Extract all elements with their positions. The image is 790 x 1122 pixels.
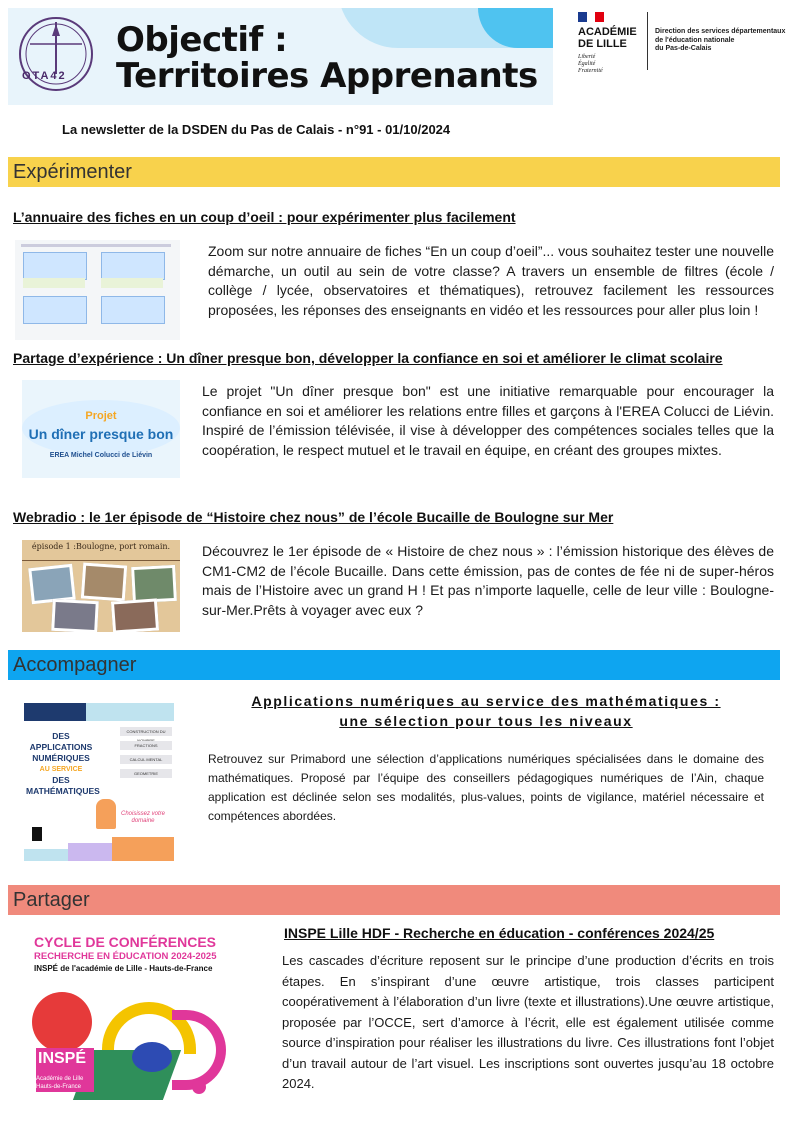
- diner-img-title: Un dîner presque bon: [28, 426, 174, 442]
- motto-liberte: Liberté: [578, 54, 596, 60]
- header-banner: [8, 8, 553, 105]
- section-accompagner: Accompagner: [8, 650, 780, 680]
- direction-line1: Direction des services départementaux: [655, 28, 786, 35]
- academie-line1: ACADÉMIE: [578, 26, 637, 38]
- newsletter-title: La newsletter de la DSDEN du Pas de Calais - n°91 - 01/10/2024: [62, 122, 451, 137]
- article-math-link-line2[interactable]: une sélection pour tous les niveaux: [339, 713, 633, 729]
- academie-line2: DE LILLE: [578, 38, 627, 50]
- math-img-line2: NUMÉRIQUES: [32, 753, 90, 763]
- diner-img-label: Projet: [85, 410, 117, 422]
- math-img-btn-geometrie: GEOMETRIE: [120, 769, 172, 778]
- math-apps-thumbnail[interactable]: [24, 703, 174, 861]
- math-img-line1: DES APPLICATIONS: [29, 731, 93, 752]
- inspe-img-sub1: Académie de Lille: [36, 1076, 84, 1082]
- math-img-btn-fractions: FRACTIONS: [120, 741, 172, 750]
- section-partager: Partager: [8, 885, 780, 915]
- annuaire-thumbnail[interactable]: [15, 240, 180, 340]
- article-math-link-line1[interactable]: Applications numériques au service des mathématiques :: [251, 693, 721, 709]
- webradio-img-caption: épisode 1 :Boulogne, port romain.: [31, 542, 171, 551]
- math-img-btn-calcul: CALCUL MENTAL: [120, 755, 172, 764]
- article-webradio-text: Découvrez le 1er épisode de « Histoire de chez nous » : l’émission historique des élèves de CM1-CM2 de l’école Bucaille. Dans cette émission, pas de contes de fée ni de super-héros mais de l’Histoire avec un grand H ! Et pas n’importe laquelle, celle de leur ville : Boulogne-sur-Mer.Prêts à voyager avec eux ?: [202, 543, 774, 618]
- logo-text: OTA42: [22, 70, 67, 82]
- marianne-flag-icon: [578, 12, 604, 22]
- math-img-line3: AU SERVICE: [39, 766, 83, 773]
- article-annuaire-text: Zoom sur notre annuaire de fiches “En un coup d’oeil”... vous souhaitez tester une nouvelle démarche, un outil au sein de votre classe? A travers un ensemble de filtres (école / collège / lycée, observatoires et thématiques), retrouvez facilement les ressources proposées, les réponses des enseignants en vidéo et les ressources pour aller plus loin !: [208, 243, 774, 318]
- article-webradio-link[interactable]: Webradio : le 1er épisode de “Histoire chez nous” de l’école Bucaille de Boulogne sur Mer: [13, 509, 614, 525]
- webradio-thumbnail[interactable]: [22, 540, 180, 632]
- inspe-img-line2: RECHERCHE EN ÉDUCATION 2024-2025: [34, 951, 217, 962]
- article-annuaire-link[interactable]: L’annuaire des fiches en un coup d’oeil : pour expérimenter plus facilement: [13, 209, 516, 225]
- article-diner-link[interactable]: Partage d’expérience : Un dîner presque bon, développer la confiance en soi et améliorer le climat scolaire: [13, 350, 723, 366]
- math-img-heading: [26, 731, 100, 797]
- ota42-logo: [16, 14, 96, 94]
- motto-fraternite: Fraternité: [578, 68, 603, 74]
- banner-title: [116, 22, 538, 94]
- article-math-title: [208, 691, 764, 731]
- banner-title-line1: Objectif :: [116, 20, 288, 60]
- diner-thumbnail[interactable]: [22, 380, 180, 478]
- direction-label: [655, 28, 790, 54]
- article-diner-text: Le projet "Un dîner presque bon" est une initiative remarquable pour encourager la confiance en soi et améliorer les relations entre filles et garçons à l'EREA Colucci de Liévin. Inspiré de l’émission télévisée, il vise à développer des compétences sociales telles que la coopération, le respect mutuel et le travail en équipe, en créant des groupes mixtes.: [202, 383, 774, 458]
- inspe-img-logo: INSPÉ: [38, 1050, 87, 1067]
- direction-line3: du Pas-de-Calais: [655, 45, 712, 52]
- inspe-img-line3: INSPÉ de l'académie de Lille - Hauts-de-France: [34, 964, 213, 973]
- header-divider: [647, 12, 648, 70]
- math-img-character: [96, 799, 116, 829]
- math-img-btn-nombre: CONSTRUCTION DU: [120, 727, 172, 736]
- inspe-img-line1: CYCLE DE CONFÉRENCES: [34, 934, 217, 950]
- direction-line2: de l'éducation nationale: [655, 36, 735, 44]
- article-inspe-text: Les cascades d’écriture reposent sur le principe d’une production d’écrits en trois étapes. En s’inspirant d’une œuvre artistique, trois classes participent coopérativement à l’élaboration d’un livre (texte et illustrations).Une œuvre artistique, proposée par l’OCCE, sert d’amorce à l’écrit, elle est également utilisée comme source d’inspiration pour réaliser les illustrations du livre. Ces illustrations font l’objet d’un travail autour de l’art visuel. Les inscriptions sont ouvertes jusqu’au 18 octobre 2024.: [282, 953, 774, 1091]
- banner-title-line2: Territoires Apprenants: [116, 56, 538, 96]
- republic-motto: [578, 54, 603, 75]
- inspe-img-sub2: Hauts-de-France: [36, 1084, 82, 1090]
- diner-img-subtitle: EREA Michel Colucci de Liévin: [49, 452, 153, 459]
- math-img-choose: Choisissez votre domaine: [120, 811, 165, 824]
- academie-name: [578, 26, 637, 50]
- section-experimenter: Expérimenter: [8, 157, 780, 187]
- article-math-text: Retrouvez sur Primabord une sélection d’applications numériques spécialisées dans le domaine des mathématiques. Proposé par l’équipe des conseillers pédagogiques numériques de l’Ain, chaque application est déclinée selon ses modalités, plus-values, points de vigilance, matériel nécessaire et compétences abordées.: [208, 752, 764, 823]
- math-img-line4: DES MATHÉMATIQUES: [26, 775, 100, 796]
- motto-egalite: Égalité: [578, 61, 596, 67]
- article-inspe-link[interactable]: INSPE Lille HDF - Recherche en éducation - conférences 2024/25: [284, 925, 715, 941]
- inspe-poster-thumbnail[interactable]: [22, 930, 272, 1116]
